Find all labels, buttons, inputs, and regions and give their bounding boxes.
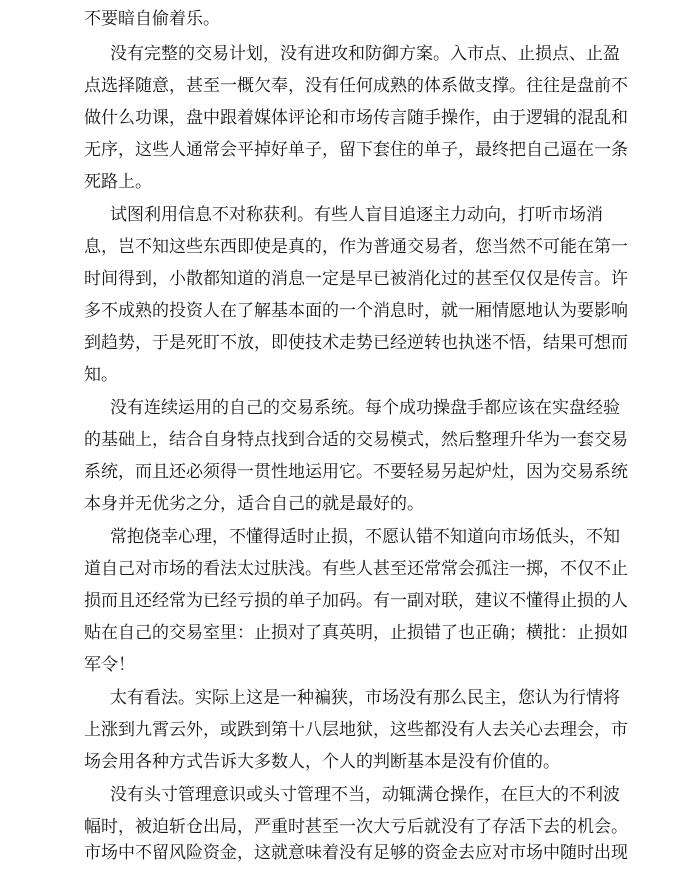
text-line: 不要暗自偷着乐。	[84, 9, 220, 29]
text-line: 贴在自己的交易室里：止损对了真英明，止损错了也正确；横批：止损如	[84, 623, 628, 643]
text-line: 幅时，被迫斩仓出局，严重时甚至一次大亏后就没有了存活下去的机会。	[84, 817, 628, 837]
text-line: 系统，而且还必须得一贯性地运用它。不要轻易另起炉灶，因为交易系统	[84, 462, 628, 482]
text-line: 试图利用信息不对称获利。有些人盲目追逐主力动向，打听市场消	[110, 205, 603, 225]
text-line: 市场中不留风险资金，这就意味着没有足够的资金去应对市场中随时出现	[84, 843, 628, 863]
text-line: 没有完整的交易计划，没有进攻和防御方案。入市点、止损点、止盈	[110, 44, 620, 64]
text-line: 多不成熟的投资人在了解基本面的一个消息时，就一厢情愿地认为要影响	[84, 301, 628, 321]
text-line: 太有看法。实际上这是一种褊狭，市场没有那么民主，您认为行情将	[110, 688, 620, 708]
text-line: 知。	[84, 365, 118, 385]
text-line: 道自己对市场的看法太过肤浅。有些人甚至还常常会孤注一掷，不仅不止	[84, 559, 628, 579]
text-line: 做什么功课，盘中跟着媒体评论和市场传言随手操作，由于逻辑的混乱和	[84, 108, 628, 128]
text-line: 时间得到，小散都知道的消息一定是早已被消化过的甚至仅仅是传言。许	[84, 269, 628, 289]
text-line: 到趋势，于是死盯不放，即使技术走势已经逆转也执迷不悟，结果可想而	[84, 333, 628, 353]
text-line: 的基础上，结合自身特点找到合适的交易模式，然后整理升华为一套交易	[84, 430, 628, 450]
text-line: 没有头寸管理意识或头寸管理不当，动辄满仓操作，在巨大的不利波	[110, 785, 620, 805]
text-line: 无序，这些人通常会平掉好单子，留下套住的单子，最终把自己逼在一条	[84, 140, 628, 160]
text-line: 没有连续运用的自己的交易系统。每个成功操盘手都应该在实盘经验	[110, 398, 620, 418]
text-line: 常抱侥幸心理，不懂得适时止损，不愿认错不知道向市场低头，不知	[110, 527, 620, 547]
text-line: 场会用各种方式告诉大多数人，个人的判断基本是没有价值的。	[84, 752, 560, 772]
text-line: 损而且还经常为已经亏损的单子加码。有一副对联，建议不懂得止损的人	[84, 591, 628, 611]
text-line: 本身并无优劣之分，适合自己的就是最好的。	[84, 494, 424, 514]
text-line: 点选择随意，甚至一概欠奉，没有任何成熟的体系做支撑。往往是盘前不	[84, 76, 628, 96]
text-line: 军令！	[84, 655, 135, 675]
text-line: 上涨到九霄云外，或跌到第十八层地狱，这些都没有人去关心去理会，市	[84, 720, 628, 740]
text-line: 息，岂不知这些东西即使是真的，作为普通交易者，您当然不可能在第一	[84, 237, 628, 257]
text-line: 死路上。	[84, 172, 152, 192]
